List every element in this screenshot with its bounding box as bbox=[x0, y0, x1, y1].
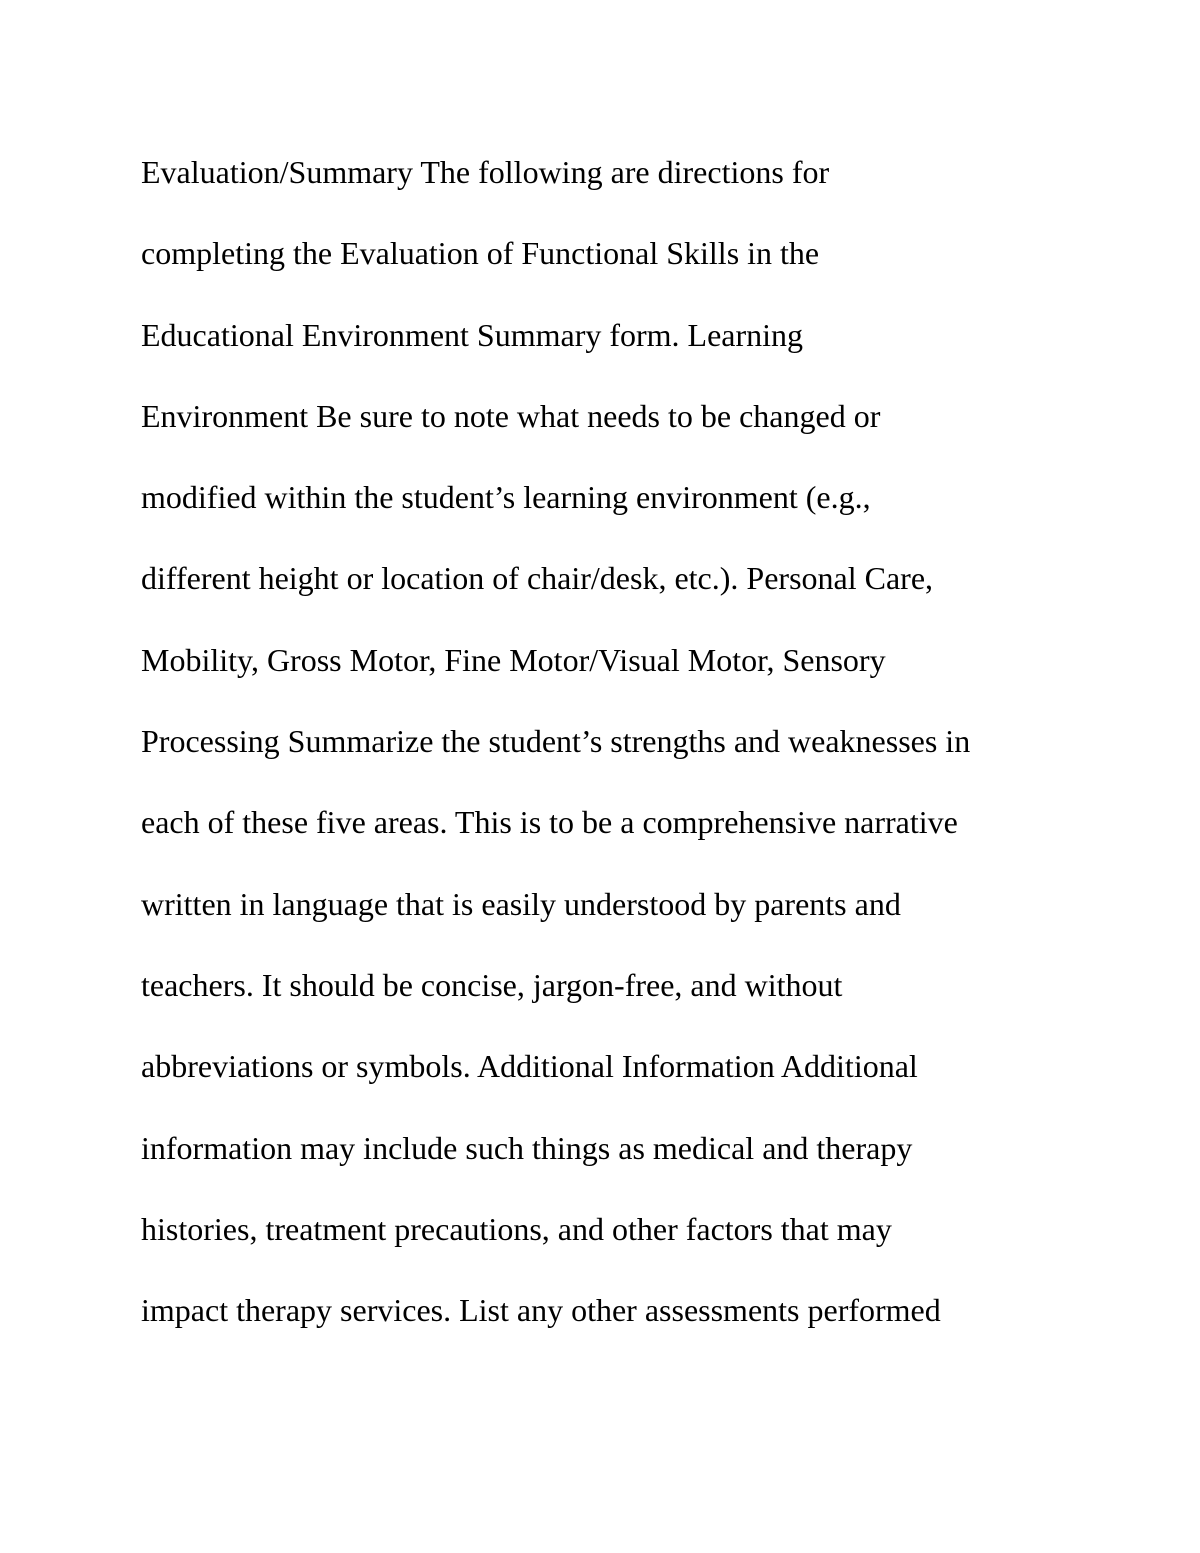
text-line: completing the Evaluation of Functional Skills in the bbox=[141, 235, 820, 272]
text-line: teachers. It should be concise, jargon-free, and without bbox=[141, 966, 843, 1003]
text-line: each of these five areas. This is to be a comprehensive narrative bbox=[141, 804, 958, 841]
text-line: information may include such things as medical and therapy bbox=[141, 1129, 913, 1166]
body-paragraph bbox=[141, 143, 970, 1362]
text-line: Educational Environment Summary form. Learning bbox=[141, 316, 804, 353]
text-line: Mobility, Gross Motor, Fine Motor/Visual Motor, Sensory bbox=[141, 641, 886, 678]
text-line: written in language that is easily understood by parents and bbox=[141, 885, 901, 922]
text-line: abbreviations or symbols. Additional Information Additional bbox=[141, 1048, 918, 1085]
text-line: modified within the student’s learning environment (e.g., bbox=[141, 479, 871, 516]
text-line: different height or location of chair/desk, etc.). Personal Care, bbox=[141, 560, 934, 597]
text-line: Evaluation/Summary The following are directions for bbox=[141, 154, 830, 190]
text-line: Processing Summarize the student’s strengths and weaknesses in bbox=[141, 723, 971, 760]
text-line: histories, treatment precautions, and other factors that may bbox=[141, 1210, 892, 1247]
text-line: Environment Be sure to note what needs to be changed or bbox=[141, 397, 881, 434]
text-line: impact therapy services. List any other assessments performed bbox=[141, 1292, 941, 1329]
